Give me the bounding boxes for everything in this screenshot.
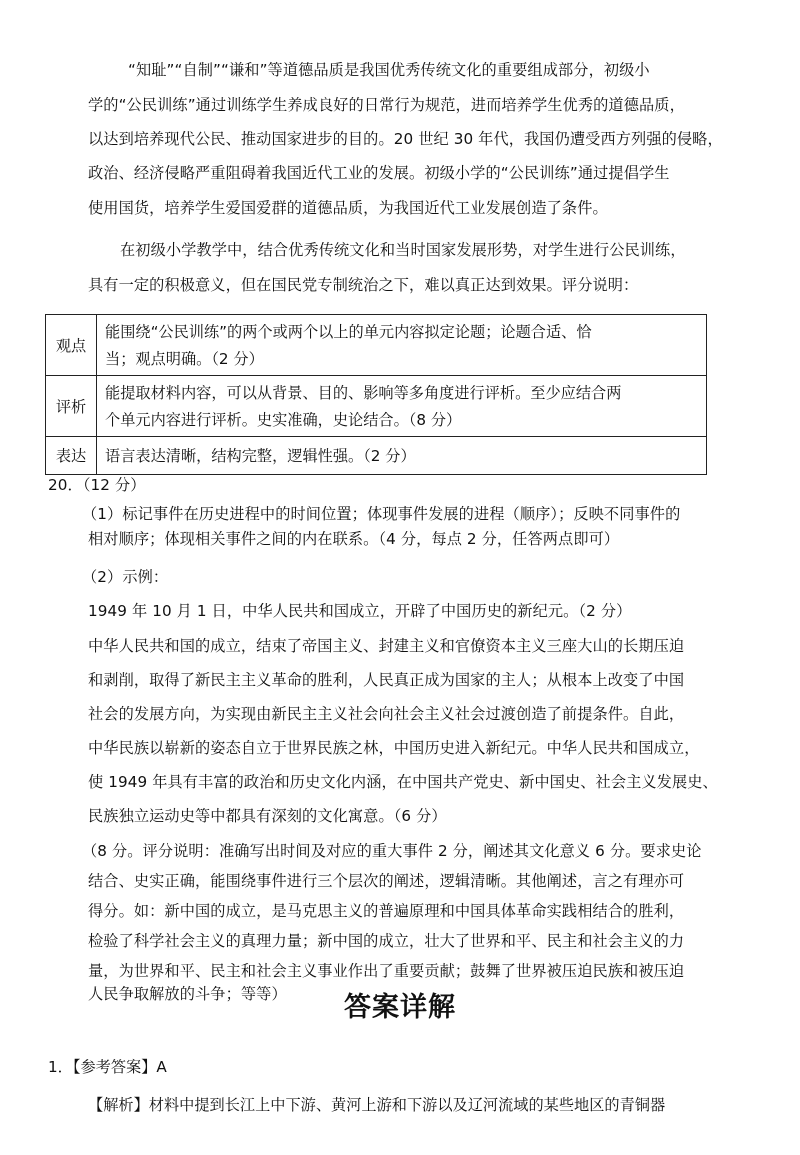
- q20-note-line-2: 结合、史实正确，能围绕事件进行三个层次的阐述，逻辑清晰。其他阐述，言之有理亦可: [88, 872, 685, 890]
- rubric-key: 表达: [46, 437, 97, 475]
- q20-part2-label: （2）示例：: [82, 568, 169, 586]
- q20-part1-line-1: （1）标记事件在历史进程中的时间位置；体现事件发展的进程（顺序）；反映不同事件的: [82, 505, 681, 523]
- answer-1: 1．【参考答案】A: [48, 1058, 167, 1076]
- q20-note-line-5: 量，为世界和平、民主和社会主义事业作出了重要贡献；鼓舞了世界被压迫民族和被压迫: [88, 962, 685, 980]
- q20-part2-line-5: 中华民族以崭新的姿态自立于世界民族之林，中国历史进入新纪元。中华人民共和国成立，: [88, 739, 700, 757]
- para1-line-1: “知耻”“自制”“谦和”等道德品质是我国优秀传统文化的重要组成部分，初级小: [128, 61, 650, 79]
- para2-line-1: 在初级小学教学中，结合优秀传统文化和当时国家发展形势，对学生进行公民训练，: [120, 241, 686, 259]
- rubric-desc-line: 当；观点明确。（2 分）: [105, 350, 264, 368]
- rubric-key: 评析: [46, 376, 97, 437]
- q20-note-line-3: 得分。如：新中国的成立，是马克思主义的普遍原理和中国具体革命实践相结合的胜利，: [88, 902, 685, 920]
- section-title: 答案详解: [344, 992, 456, 1023]
- q20-part2-line-2: 中华人民共和国的成立，结束了帝国主义、封建主义和官僚资本主义三座大山的长期压迫: [88, 637, 685, 655]
- rubric-row-analysis: [46, 376, 707, 437]
- para1-line-3: 以达到培养现代公民、推动国家进步的目的。20 世纪 30 年代，我国仍遭受西方列强的侵略，: [88, 130, 723, 148]
- para1-line-4: 政治、经济侵略严重阻碍着我国近代工业的发展。初级小学的“公民训练”通过提倡学生: [88, 164, 670, 182]
- rubric-row-viewpoint: [46, 315, 707, 376]
- rubric-desc: [97, 376, 707, 437]
- rubric-key: 观点: [46, 315, 97, 376]
- scoring-rubric-table: [45, 314, 707, 475]
- q20-part2-line-1: 1949 年 10 月 1 日，中华人民共和国成立，开辟了中国历史的新纪元。（2 分）: [88, 602, 632, 620]
- rubric-row-expression: [46, 437, 707, 475]
- q20-part2-line-3: 和剥削，取得了新民主主义革命的胜利，人民真正成为国家的主人；从根本上改变了中国: [88, 671, 685, 689]
- rubric-desc: [97, 315, 707, 376]
- rubric-desc-line: 能提取材料内容，可以从背景、目的、影响等多角度进行评析。至少应结合两: [105, 384, 622, 402]
- rubric-desc-line: 语言表达清晰，结构完整，逻辑性强。（2 分）: [105, 447, 416, 465]
- rubric-desc: [97, 437, 707, 475]
- q20-note-line-1: （8 分。评分说明：准确写出时间及对应的重大事件 2 分，阐述其文化意义 6 分。要求史论: [82, 842, 702, 860]
- para2-line-2: 具有一定的积极意义，但在国民党专制统治之下，难以真正达到效果。评分说明：: [88, 276, 639, 294]
- para1-line-2: 学的“公民训练”通过训练学生养成良好的日常行为规范，进而培养学生优秀的道德品质，: [88, 96, 685, 114]
- para1-line-5: 使用国货，培养学生爱国爱群的道德品质，为我国近代工业发展创造了条件。: [88, 199, 608, 217]
- analysis-1: 【解析】材料中提到长江上中下游、黄河上游和下游以及辽河流域的某些地区的青铜器: [88, 1096, 666, 1114]
- q20-part2-line-4: 社会的发展方向，为实现由新民主主义社会向社会主义社会过渡创造了前提条件。自此，: [88, 705, 685, 723]
- q20-part2-line-6: 使 1949 年具有丰富的政治和历史文化内涵，在中国共产党史、新中国史、社会主义发展史、: [88, 773, 718, 791]
- q20-heading: 20．（12 分）: [48, 476, 146, 494]
- q20-part2-line-7: 民族独立运动史等中都具有深刻的文化寓意。（6 分）: [88, 807, 447, 825]
- q20-note-line-4: 检验了科学社会主义的真理力量；新中国的成立，壮大了世界和平、民主和社会主义的力: [88, 932, 685, 950]
- q20-note-line-6: 人民争取解放的斗争；等等）: [88, 985, 287, 1003]
- rubric-desc-line: 个单元内容进行评析。史实准确，史论结合。（8 分）: [105, 411, 462, 429]
- q20-part1-line-2: 相对顺序；体现相关事件之间的内在联系。（4 分，每点 2 分，任答两点即可）: [88, 530, 620, 548]
- rubric-desc-line: 能围绕“公民训练”的两个或两个以上的单元内容拟定论题；论题合适、恰: [105, 323, 592, 341]
